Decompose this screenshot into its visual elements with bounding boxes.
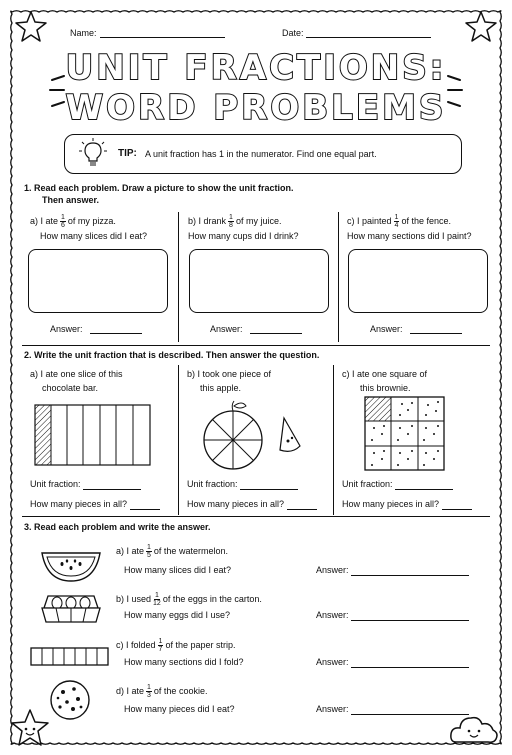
answer-line[interactable] [250, 333, 302, 334]
problem-text: of the fence. [401, 215, 451, 226]
label-text: Answer: [316, 657, 349, 667]
problem-text: a) I ate [116, 545, 145, 556]
numerator: 1 [394, 214, 399, 221]
problem-statement [188, 214, 281, 229]
problem-text: of the eggs in the carton. [162, 593, 262, 604]
label-text: How many pieces in all? [30, 499, 128, 509]
section2-heading: 2. Write the unit fraction that is described. Then answer the question. [24, 350, 320, 360]
name-line[interactable] [100, 37, 225, 38]
problem-text: of my juice. [235, 215, 282, 226]
answer-line[interactable] [351, 611, 469, 621]
numerator: 1 [147, 544, 151, 551]
pieces-label [342, 499, 472, 510]
numerator: 1 [229, 214, 233, 221]
label-text: Answer: [316, 610, 349, 620]
denominator: 8 [229, 222, 233, 229]
problem-question: How many eggs did I use? [124, 610, 231, 620]
pieces-label [30, 499, 160, 510]
divider [338, 212, 339, 342]
label-text: Answer: [316, 565, 349, 575]
problem-line: b) I took one piece of [187, 369, 272, 379]
denominator: 3 [147, 692, 151, 699]
denominator: 6 [61, 222, 65, 229]
answer-label [316, 657, 469, 668]
divider [178, 365, 179, 515]
unit-fraction-label [30, 479, 141, 490]
answer-line[interactable] [240, 480, 298, 490]
chocolate-bar-image [34, 404, 152, 466]
problem-question: How many cups did I drink? [188, 231, 299, 241]
answer-label: Answer: [210, 324, 243, 334]
label-text: How many pieces in all? [342, 499, 440, 509]
answer-label: Answer: [370, 324, 403, 334]
problem-question: How many sections did I paint? [347, 231, 472, 241]
star-icon [464, 10, 498, 44]
problem-text: of the watermelon. [153, 545, 228, 556]
sparkle-lines-icon [44, 70, 72, 110]
paper-strip-image [30, 646, 110, 668]
denominator: 12 [153, 600, 161, 607]
label-text: Unit fraction: [342, 479, 393, 489]
problem-statement [347, 214, 451, 229]
date-label: Date: [282, 28, 304, 38]
tip-label: TIP: [118, 148, 137, 159]
answer-line[interactable] [130, 500, 160, 510]
section-divider [22, 516, 490, 517]
section3-heading: 3. Read each problem and write the answer. [24, 522, 211, 532]
problem-statement [116, 638, 235, 653]
problem-text: b) I used [116, 593, 152, 604]
cookie-image [48, 678, 92, 722]
section-divider [22, 345, 490, 346]
label-text: Unit fraction: [30, 479, 81, 489]
date-line[interactable] [306, 37, 431, 38]
drawing-box[interactable] [28, 249, 168, 313]
label-text: How many pieces in all? [187, 499, 285, 509]
problem-text: c) I folded [116, 639, 156, 650]
problem-question: How many slices did I eat? [40, 231, 148, 241]
drawing-box[interactable] [348, 249, 488, 313]
answer-line[interactable] [83, 480, 141, 490]
problem-question: How many slices did I eat? [124, 565, 232, 575]
name-label: Name: [70, 28, 97, 38]
brownie-image [364, 396, 446, 472]
denominator: 4 [394, 222, 399, 229]
problem-text: b) I drank [188, 215, 227, 226]
answer-line[interactable] [410, 333, 462, 334]
label-text: Answer: [316, 704, 349, 714]
section1-heading: 1. Read each problem. Draw a picture to show the unit fraction. [24, 183, 294, 193]
numerator: 1 [158, 638, 163, 645]
numerator: 1 [154, 592, 159, 599]
problem-text: of my pizza. [67, 215, 116, 226]
title-line2: WORD PROBLEMS [65, 88, 447, 128]
answer-line[interactable] [90, 333, 142, 334]
problem-text: a) I ate [30, 215, 59, 226]
problem-question: How many sections did I fold? [124, 657, 244, 667]
problem-statement [116, 544, 228, 559]
denominator: 7 [158, 646, 163, 653]
answer-line[interactable] [351, 705, 469, 715]
problem-statement [116, 592, 262, 607]
problem-line: this apple. [200, 383, 242, 393]
answer-line[interactable] [442, 500, 472, 510]
answer-label [316, 565, 469, 576]
numerator: 1 [61, 214, 65, 221]
title-line1: UNIT FRACTIONS: [65, 48, 447, 88]
divider [178, 212, 179, 342]
problem-question: How many pieces did I eat? [124, 704, 235, 714]
problem-text: d) I ate [116, 685, 145, 696]
answer-label [316, 704, 469, 715]
tip-text: A unit fraction has 1 in the numerator. Find one equal part. [145, 149, 377, 159]
watermelon-slice-image [40, 550, 102, 584]
problem-statement [30, 214, 116, 229]
answer-line[interactable] [351, 658, 469, 668]
unit-fraction-label [342, 479, 453, 490]
problem-line: this brownie. [360, 383, 411, 393]
answer-line[interactable] [351, 566, 469, 576]
unit-fraction-label [187, 479, 298, 490]
apple-image [198, 398, 328, 473]
drawing-box[interactable] [189, 249, 329, 313]
denominator: 5 [147, 552, 151, 559]
star-icon [14, 10, 48, 44]
answer-line[interactable] [395, 480, 453, 490]
pieces-label [187, 499, 317, 510]
problem-text: c) I painted [347, 215, 392, 226]
problem-line: a) I ate one slice of this [30, 369, 123, 379]
problem-text: of the cookie. [153, 685, 208, 696]
sparkle-lines-icon [440, 70, 468, 110]
problem-statement [116, 684, 207, 699]
answer-label: Answer: [50, 324, 83, 334]
lightbulb-icon [78, 138, 108, 168]
divider [333, 365, 334, 515]
answer-line[interactable] [287, 500, 317, 510]
answer-label [316, 610, 469, 621]
label-text: Unit fraction: [187, 479, 238, 489]
problem-text: of the paper strip. [165, 639, 236, 650]
problem-line: chocolate bar. [42, 383, 99, 393]
section1-heading-cont: Then answer. [42, 195, 100, 205]
smiling-star-icon [10, 708, 50, 748]
egg-carton-image [40, 590, 102, 626]
problem-line: c) I ate one square of [342, 369, 428, 379]
numerator: 1 [147, 684, 151, 691]
